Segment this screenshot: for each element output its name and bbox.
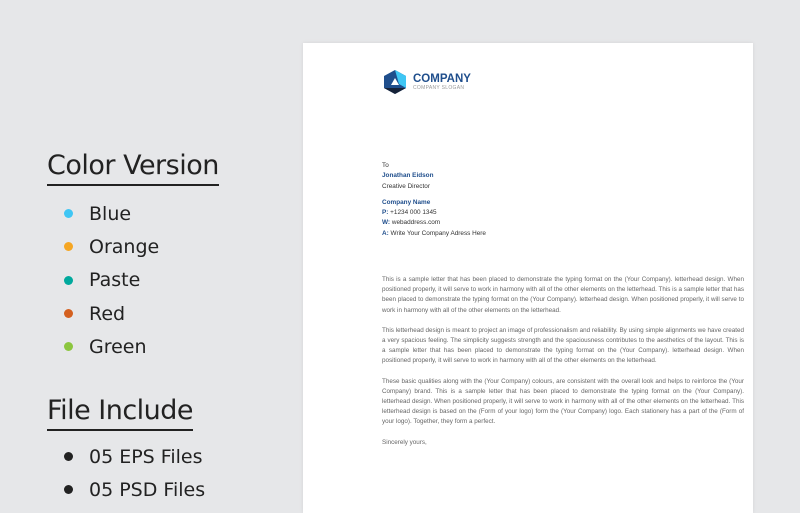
address-line: [382, 229, 486, 239]
file-label: 05 PSD Files: [89, 478, 206, 501]
green-dot-icon: [64, 342, 73, 351]
color-item-orange: [64, 230, 159, 263]
paragraph: This letterhead design is meant to project an image of professionalism and reliability. By using simple alignments we have created a very spacious feeling. The simplicity suggests strength and the spaciousness contributes to the aesthetics of the layout. This is a sample letter that has been placed to demonstrate the typing format on the (Your Company). letterhead design. When positioned properly, it will serve to work in harmony with all of the other elements on the letterhead.: [382, 326, 744, 365]
file-item: [64, 440, 205, 473]
web: webaddress.com: [391, 219, 441, 227]
color-label: Blue: [89, 202, 132, 225]
paragraph: This is a sample letter that has been placed to demonstrate the typing format on the (Your Company). letterhead design. When positioned properly, it will serve to work in harmony with all of the other elements on the letterhead. This is a sample letter that has been placed to demonstrate the typing format on the (Your Company). letterhead design. When positioned properly, it will serve to work in harmony with all of the other elements on the letterhead.: [382, 276, 744, 314]
phone-label: P:: [382, 209, 389, 217]
color-item-blue: [64, 197, 159, 230]
sender-company: Company Name: [382, 198, 431, 206]
phone-line: [382, 208, 486, 218]
company-slogan: COMPANY SLOGAN: [413, 85, 465, 91]
address: Write Your Company Adress Here: [390, 229, 486, 237]
paste-dot-icon: [64, 276, 73, 285]
address-block: [382, 161, 486, 239]
to-label: To: [382, 162, 389, 169]
paragraph: These basic qualities along with the (Your Company) colours, are consistent with the overall look and helps to reinforce the (Your Company) brand. This is a sample letter that has been placed to demonstrate the typing format on the (Your Company). letterhead design. When positioned properly, it will serve to work in harmony with all of the other elements on the letterhead. This letterhead design is based on the (Form of your logo) form the (Your Company) logo. Each stationery has a part of the (Form of your logo). Together, they form a perfect.: [382, 377, 744, 426]
file-list: [64, 440, 205, 507]
color-item-red: [64, 297, 159, 330]
phone: +1234 000 1345: [390, 209, 437, 217]
color-label: Red: [89, 302, 126, 325]
company-logo: [382, 69, 471, 95]
letterhead-preview: [303, 43, 753, 513]
hexagon-logo-icon: [382, 69, 408, 95]
bullet-icon: [64, 452, 73, 461]
color-label: Green: [89, 335, 147, 358]
blue-dot-icon: [64, 209, 73, 218]
orange-dot-icon: [64, 242, 73, 251]
color-item-paste: [64, 264, 159, 297]
web-line: [382, 218, 486, 228]
color-item-green: [64, 330, 159, 363]
letter-body: [382, 275, 744, 458]
file-item: [64, 473, 205, 506]
red-dot-icon: [64, 309, 73, 318]
closing: Sincerely yours,: [382, 438, 427, 446]
color-label: Orange: [89, 235, 160, 258]
address-label: A:: [382, 229, 389, 237]
recipient-title: Creative Director: [382, 182, 430, 190]
color-version-heading: Color Version: [47, 150, 219, 186]
web-label: W:: [382, 219, 391, 227]
bullet-icon: [64, 485, 73, 494]
color-list: [64, 197, 159, 363]
file-include-heading: File Include: [47, 395, 193, 431]
company-name: COMPANY: [413, 73, 471, 85]
recipient-name: Jonathan Eidson: [382, 172, 434, 180]
color-label: Paste: [89, 269, 141, 292]
file-label: 05 EPS Files: [89, 445, 203, 468]
